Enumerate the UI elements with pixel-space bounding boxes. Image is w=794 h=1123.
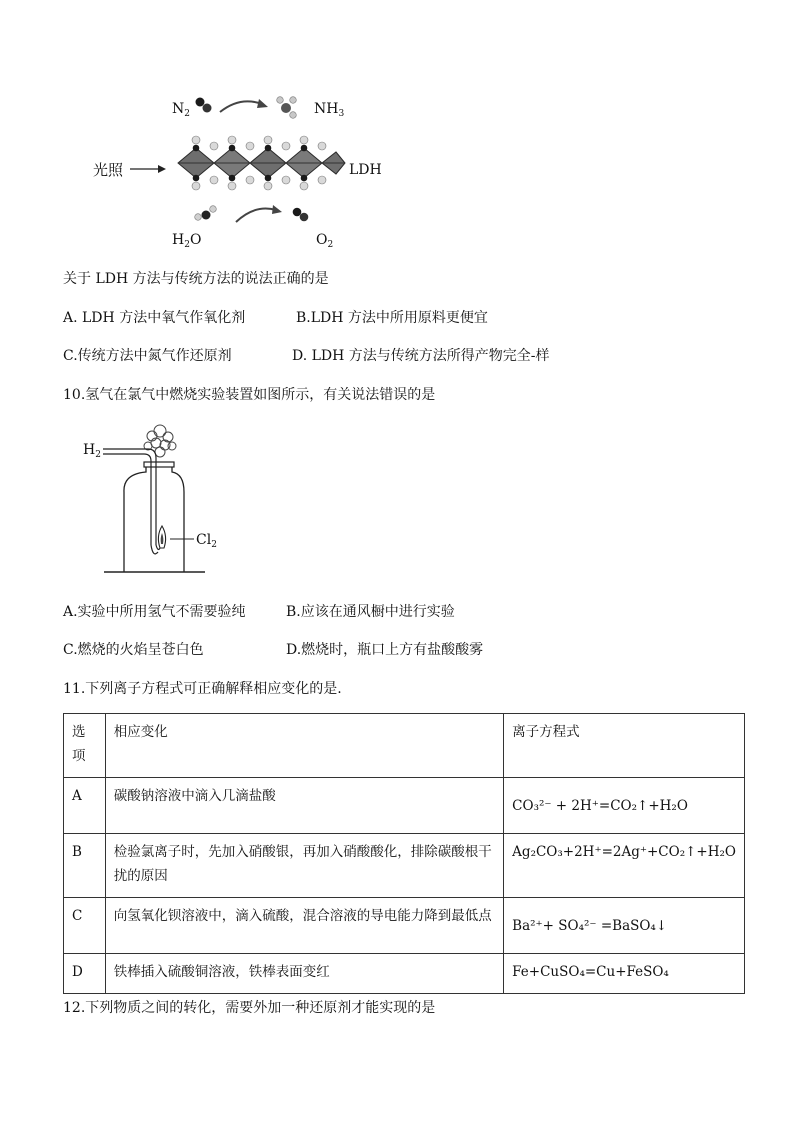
h2o-label: $H_2O$ xyxy=(172,232,202,250)
q10-option-c: C.燃烧的火焰呈苍白色 xyxy=(63,642,204,658)
h2o-molecule-icon xyxy=(195,206,217,221)
row-equation: CO₃²⁻ + 2H⁺=CO₂↑+H₂O xyxy=(504,778,745,834)
row-label: C xyxy=(64,898,106,954)
smoke-icon xyxy=(144,425,176,457)
ldh-lattice-icon xyxy=(178,136,345,190)
q9-option-b: B.LDH 方法中所用原料更便宜 xyxy=(296,310,488,326)
h2-label: $H_2$ xyxy=(83,442,101,460)
q11-stem: 11.下列离子方程式可正确解释相应变化的是. xyxy=(63,681,342,697)
table-header-option: 选项 xyxy=(64,714,106,778)
row-change: 碳酸钠溶液中滴入几滴盐酸 xyxy=(105,778,503,834)
light-arrow-icon xyxy=(130,165,166,173)
row-equation: Ba²⁺+ SO₄²⁻ =BaSO₄↓ xyxy=(504,898,745,954)
gas-tube-icon xyxy=(103,449,160,554)
table-row xyxy=(64,778,745,834)
q9-stem: 关于 LDH 方法与传统方法的说法正确的是 xyxy=(63,271,329,287)
n2-label: $N_2$ xyxy=(172,101,190,119)
nh3-molecule-icon xyxy=(277,97,297,119)
flame-icon xyxy=(158,526,165,548)
table-row xyxy=(64,954,745,994)
q9-option-d: D. LDH 方法与传统方法所得产物完全-样 xyxy=(292,348,550,364)
curved-arrow-icon xyxy=(236,205,282,222)
hydrogen-chlorine-apparatus xyxy=(0,410,794,580)
o2-molecule-icon xyxy=(293,208,309,222)
n2-molecule-icon xyxy=(196,98,212,113)
table-row xyxy=(64,834,745,898)
table-header-row xyxy=(64,714,745,778)
q10-option-b: B.应该在通风橱中进行实验 xyxy=(286,604,455,620)
cl2-label: $Cl_2$ xyxy=(196,532,217,550)
table-header-equation: 离子方程式 xyxy=(504,714,745,778)
o2-label: $O_2$ xyxy=(316,232,334,250)
row-equation: Fe+CuSO₄=Cu+FeSO₄ xyxy=(504,954,745,994)
row-change: 检验氯离子时，先加入硝酸银，再加入硝酸酸化，排除碳酸根干扰的原因 xyxy=(105,834,503,898)
q12-stem: 12.下列物质之间的转化，需要外加一种还原剂才能实现的是 xyxy=(63,1000,436,1016)
row-change: 向氢氧化钡溶液中，滴入硫酸，混合溶液的导电能力降到最低点 xyxy=(105,898,503,954)
curved-arrow-icon xyxy=(220,99,268,112)
q11-table xyxy=(63,713,745,994)
light-label: 光照 xyxy=(93,161,124,179)
table-header-change: 相应变化 xyxy=(105,714,503,778)
q10-option-a: A.实验中所用氢气不需要验纯 xyxy=(63,604,246,620)
row-equation: Ag₂CO₃+2H⁺=2Ag⁺+CO₂↑+H₂O xyxy=(504,834,745,898)
row-change: 铁棒插入硫酸铜溶液，铁棒表面变红 xyxy=(105,954,503,994)
row-label: D xyxy=(64,954,106,994)
ldh-label: LDH xyxy=(349,162,382,178)
gas-bottle-icon xyxy=(104,462,205,572)
q10-option-d: D.燃烧时，瓶口上方有盐酸酸雾 xyxy=(286,642,484,658)
row-label: A xyxy=(64,778,106,834)
nh3-label: $NH_3$ xyxy=(314,101,345,119)
q10-stem: 10.氢气在氯气中燃烧实验装置如图所示，有关说法错误的是 xyxy=(63,387,436,403)
ldh-molecular-diagram xyxy=(0,0,794,260)
q9-option-a: A. LDH 方法中氧气作氧化剂 xyxy=(63,310,246,326)
table-row xyxy=(64,898,745,954)
row-label: B xyxy=(64,834,106,898)
q9-option-c: C.传统方法中氮气作还原剂 xyxy=(63,348,232,364)
